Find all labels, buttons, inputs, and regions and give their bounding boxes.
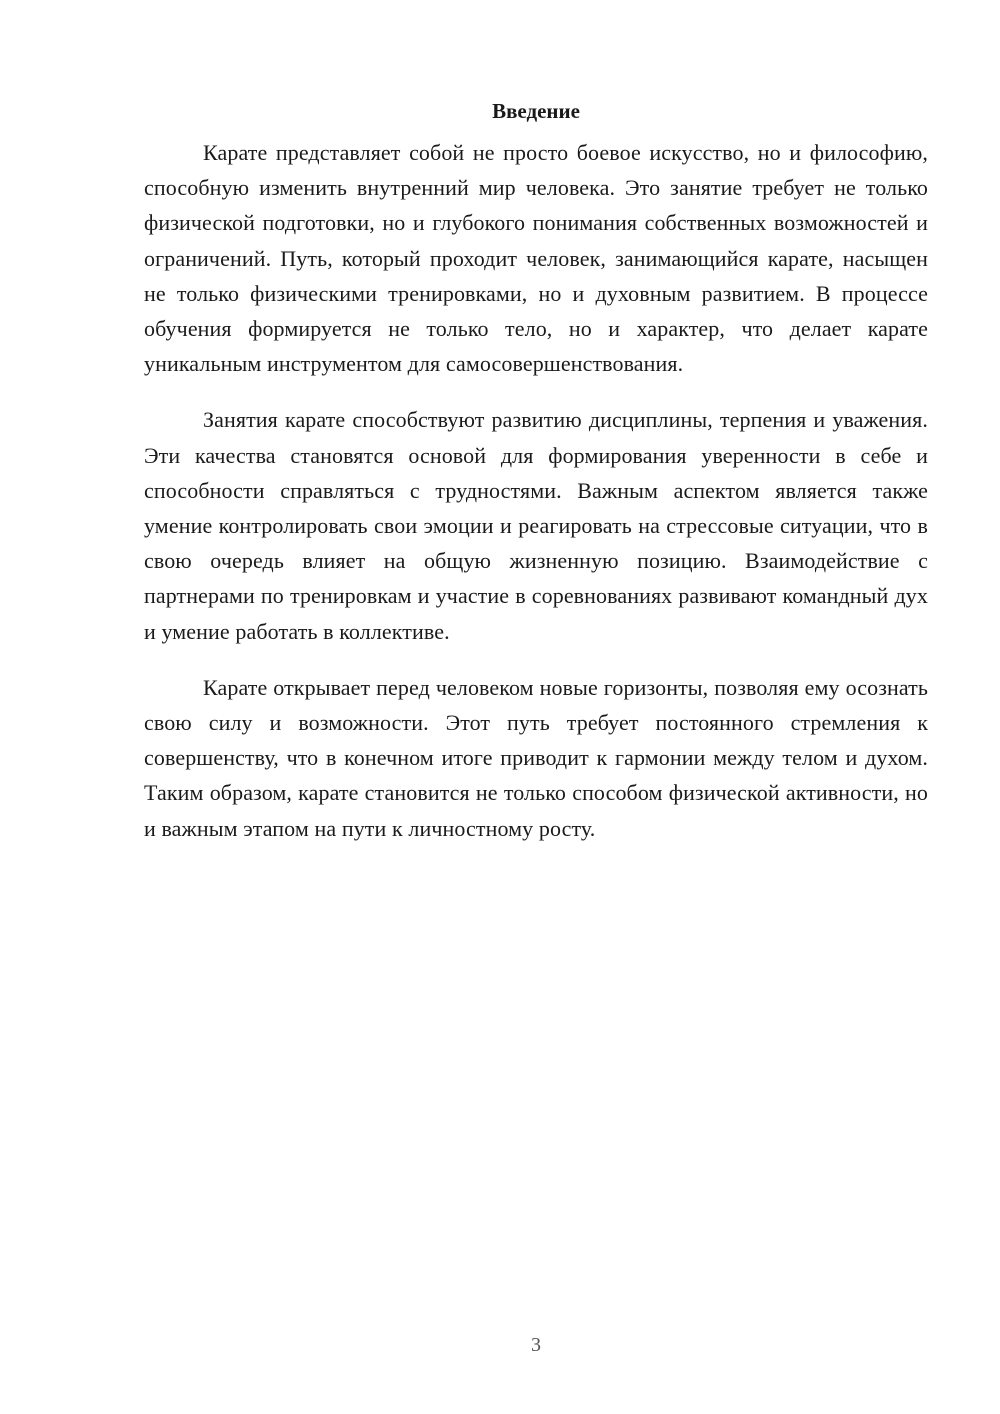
page-content <box>144 95 928 867</box>
paragraph-2: Занятия карате способствуют развитию дисциплины, терпения и уважения. Эти качества становятся основой для формирования уверенности в себе и способности справляться с трудностями. Важным аспектом является также умение контролировать свои эмоции и реагировать на стрессовые ситуации, что в свою очередь влияет на общую жизненную позицию. Взаимодействие с партнерами по тренировкам и участие в соревнованиях развивают командный дух и умение работать в коллективе. <box>144 407 928 644</box>
paragraph-1: Карате представляет собой не просто боевое искусство, но и философию, способную изменить внутренний мир человека. Это занятие требует не только физической подготовки, но и глубокого понимания собственных возможностей и ограничений. Путь, который проходит человек, занимающийся карате, насыщен не только физическими тренировками, но и духовным развитием. В процессе обучения формируется не только тело, но и характер, что делает карате уникальным инструментом для самосовершенствования. <box>144 140 928 377</box>
paragraph-3: Карате открывает перед человеком новые горизонты, позволяя ему осознать свою силу и возможности. Этот путь требует постоянного стремления к совершенству, что в конечном итоге приводит к гармонии между телом и духом. Таким образом, карате становится не только способом физической активности, но и важным этапом на пути к личностному росту. <box>144 674 928 841</box>
page-number: 3 <box>531 1334 541 1356</box>
section-title: Введение <box>492 99 580 123</box>
